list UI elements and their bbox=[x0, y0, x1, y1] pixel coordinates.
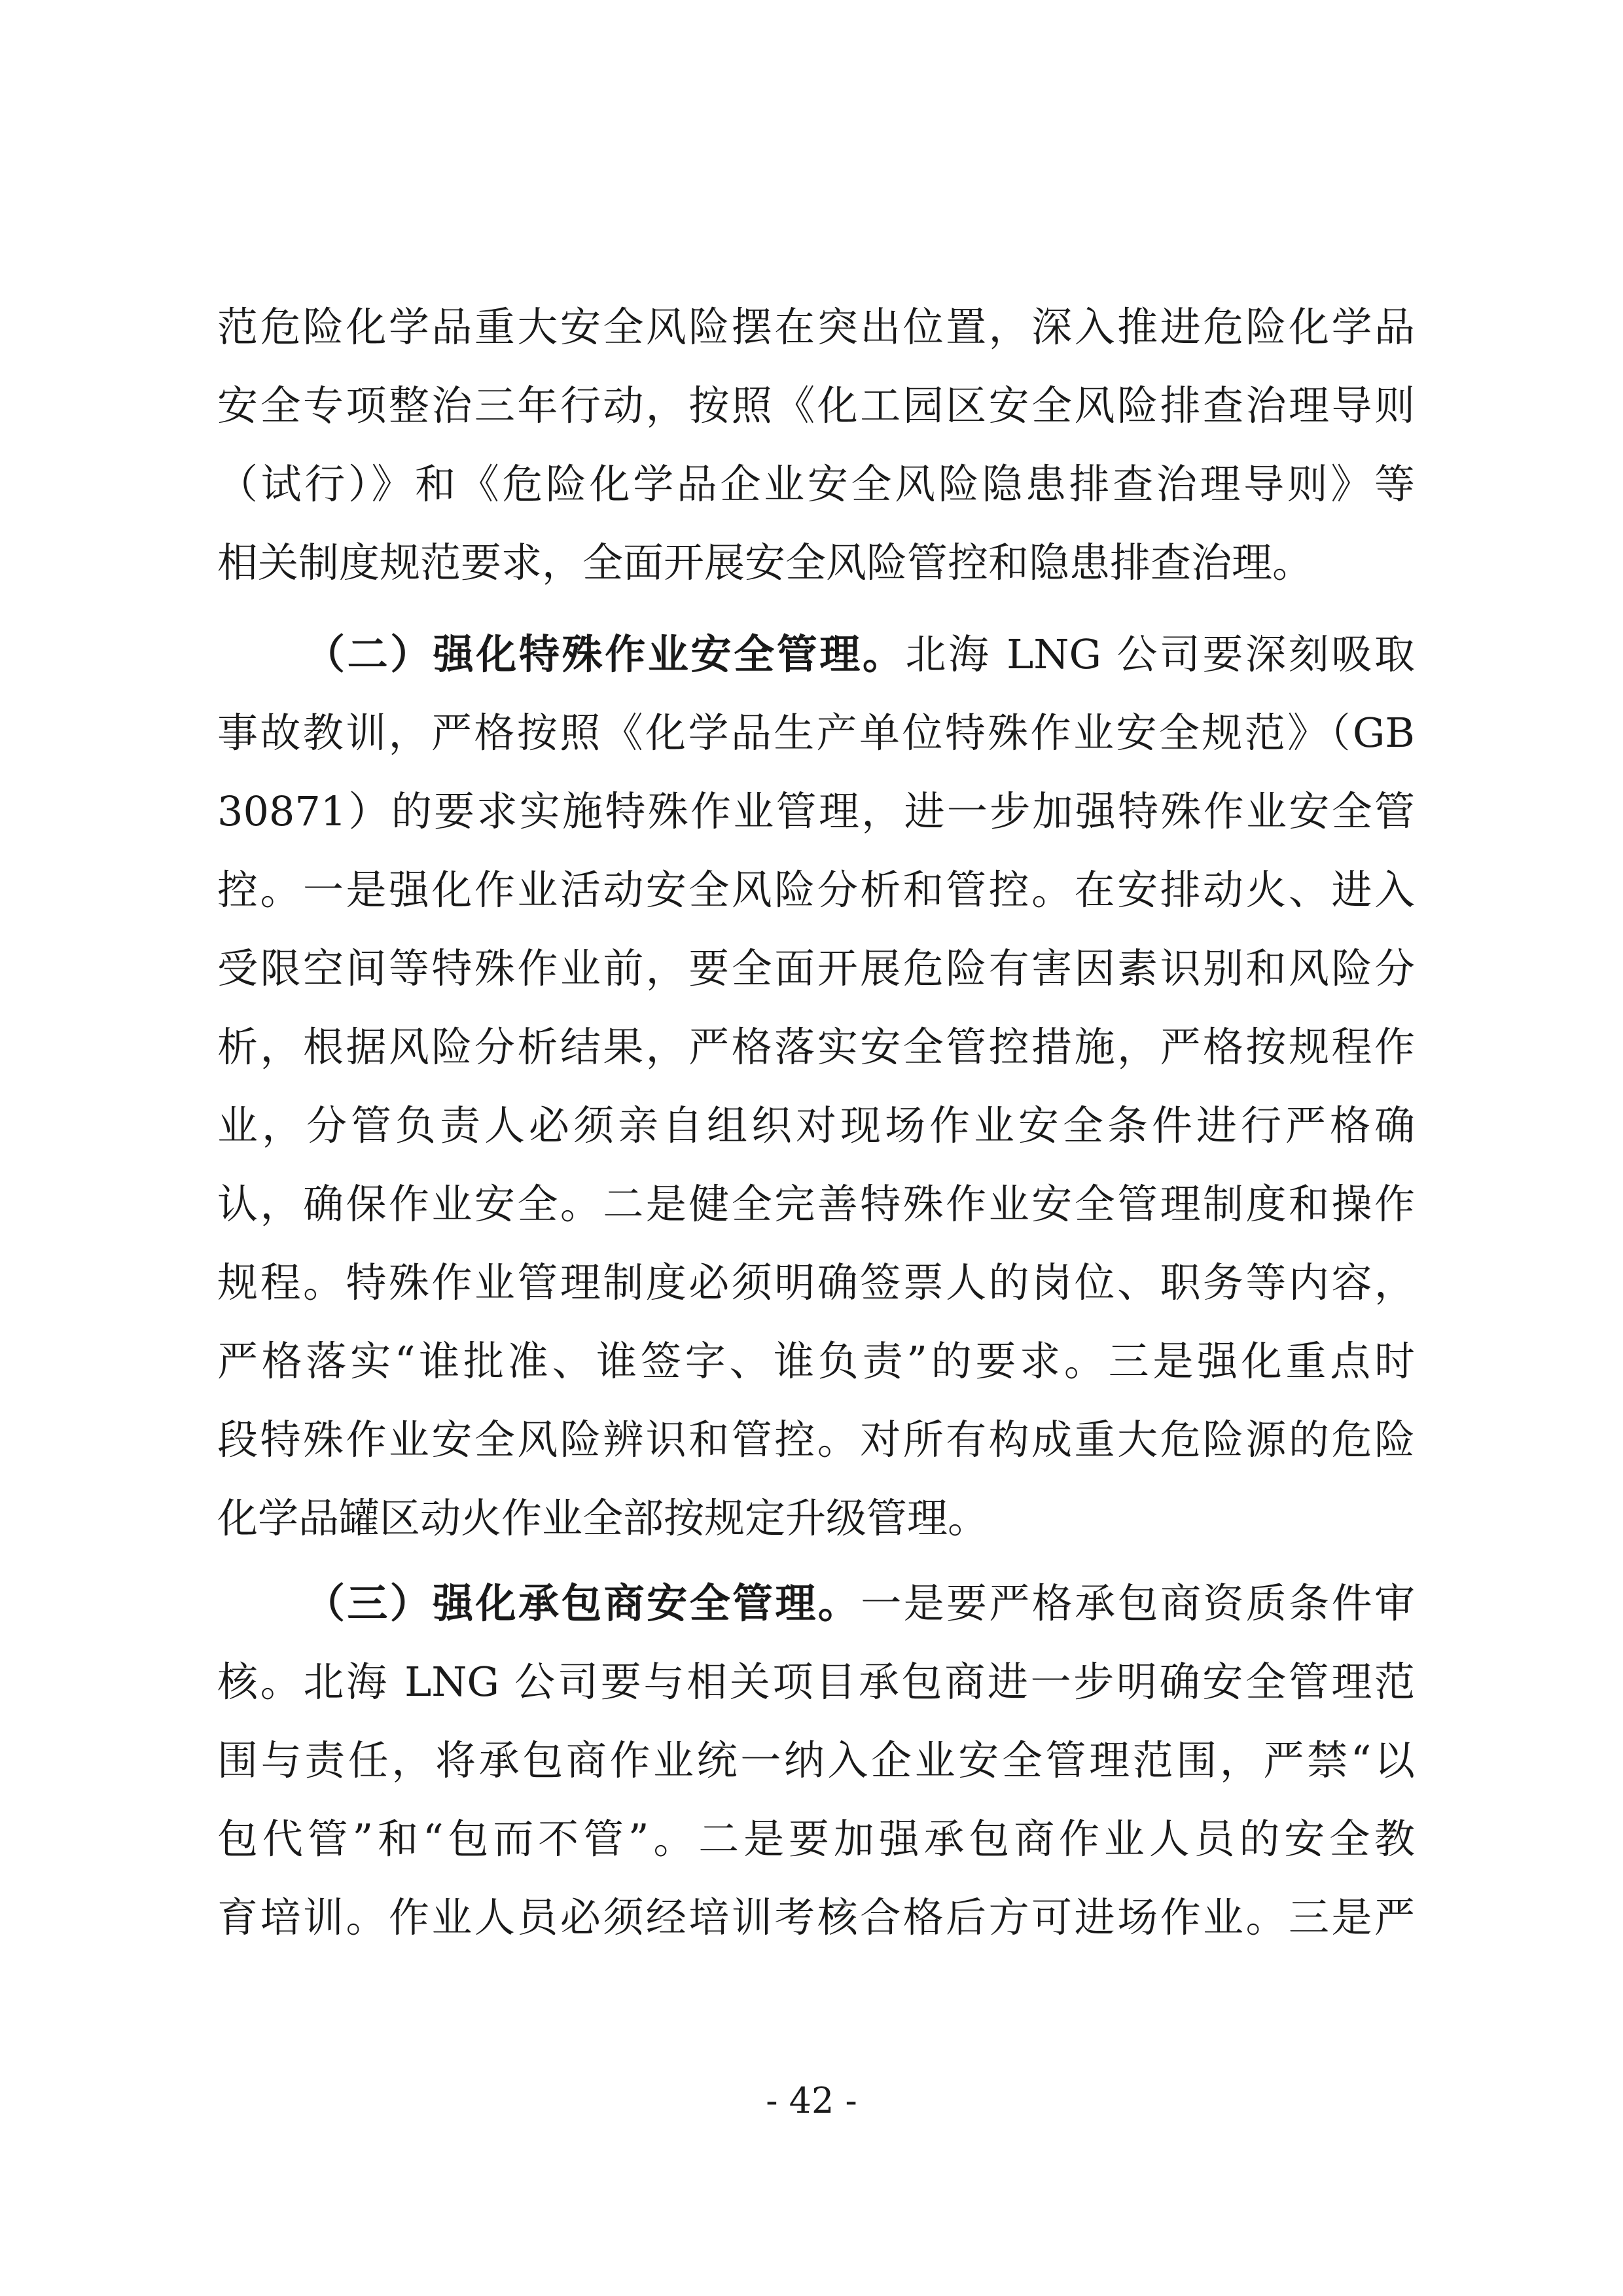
paragraph-3-heading: （三）强化承包商安全管理。 bbox=[304, 1579, 861, 1627]
paragraph-3-line-1 bbox=[304, 1568, 1415, 1640]
paragraph-2-line-8: 认，确保作业安全。二是健全完善特殊作业安全管理制度和操作 bbox=[217, 1180, 1415, 1228]
paragraph-2-line-4: 控。一是强化作业活动安全风险分析和管控。在安排动火、进入 bbox=[217, 866, 1415, 914]
paragraph-2-heading: （二）强化特殊作业安全管理。 bbox=[304, 630, 906, 678]
paragraph-3-line-2: 核。北海 LNG 公司要与相关项目承包商进一步明确安全管理范 bbox=[217, 1658, 1415, 1706]
paragraph-2-line-3: 30871）的要求实施特殊作业管理，进一步加强特殊作业安全管 bbox=[217, 787, 1415, 835]
paragraph-2-line-5: 受限空间等特殊作业前，要全面开展危险有害因素识别和风险分 bbox=[217, 944, 1415, 992]
page-number: - 42 - bbox=[766, 2080, 857, 2121]
paragraph-2-line-11: 段特殊作业安全风险辨识和管控。对所有构成重大危险源的危险 bbox=[217, 1416, 1415, 1463]
paragraph-2-line-1 bbox=[304, 619, 1415, 691]
paragraph-2-line-10: 严格落实“谁批准、谁签字、谁负责”的要求。三是强化重点时 bbox=[217, 1337, 1415, 1385]
paragraph-1-line-4: 相关制度规范要求，全面开展安全风险管控和隐患排查治理。 bbox=[217, 539, 1313, 586]
paragraph-3-line-3: 围与责任，将承包商作业统一纳入企业安全管理范围，严禁“以 bbox=[217, 1736, 1415, 1784]
paragraph-2-line-2: 事故教训，严格按照《化学品生产单位特殊作业安全规范》（GB bbox=[217, 709, 1415, 757]
paragraph-2-line-9: 规程。特殊作业管理制度必须明确签票人的岗位、职务等内容， bbox=[217, 1259, 1415, 1306]
paragraph-3-line-4: 包代管”和“包而不管”。二是要加强承包商作业人员的安全教 bbox=[217, 1815, 1415, 1863]
paragraph-1-line-3: （试行）》和《危险化学品企业安全风险隐患排查治理导则》等 bbox=[217, 460, 1415, 508]
paragraph-1-line-2: 安全专项整治三年行动，按照《化工园区安全风险排查治理导则 bbox=[217, 382, 1415, 429]
paragraph-2-line-1-text: 北海 LNG 公司要深刻吸取 bbox=[905, 630, 1415, 678]
paragraph-1-line-1: 范危险化学品重大安全风险摆在突出位置，深入推进危险化学品 bbox=[217, 303, 1415, 351]
paragraph-3-line-1-text: 一是要严格承包商资质条件审 bbox=[861, 1579, 1415, 1627]
paragraph-2-line-7: 业，分管负责人必须亲自组织对现场作业安全条件进行严格确 bbox=[217, 1102, 1415, 1149]
paragraph-3-line-5: 育培训。作业人员必须经培训考核合格后方可进场作业。三是严 bbox=[217, 1893, 1415, 1941]
paragraph-2-line-6: 析，根据风险分析结果，严格落实安全管控措施，严格按规程作 bbox=[217, 1023, 1415, 1071]
paragraph-2-line-12: 化学品罐区动火作业全部按规定升级管理。 bbox=[217, 1494, 989, 1542]
